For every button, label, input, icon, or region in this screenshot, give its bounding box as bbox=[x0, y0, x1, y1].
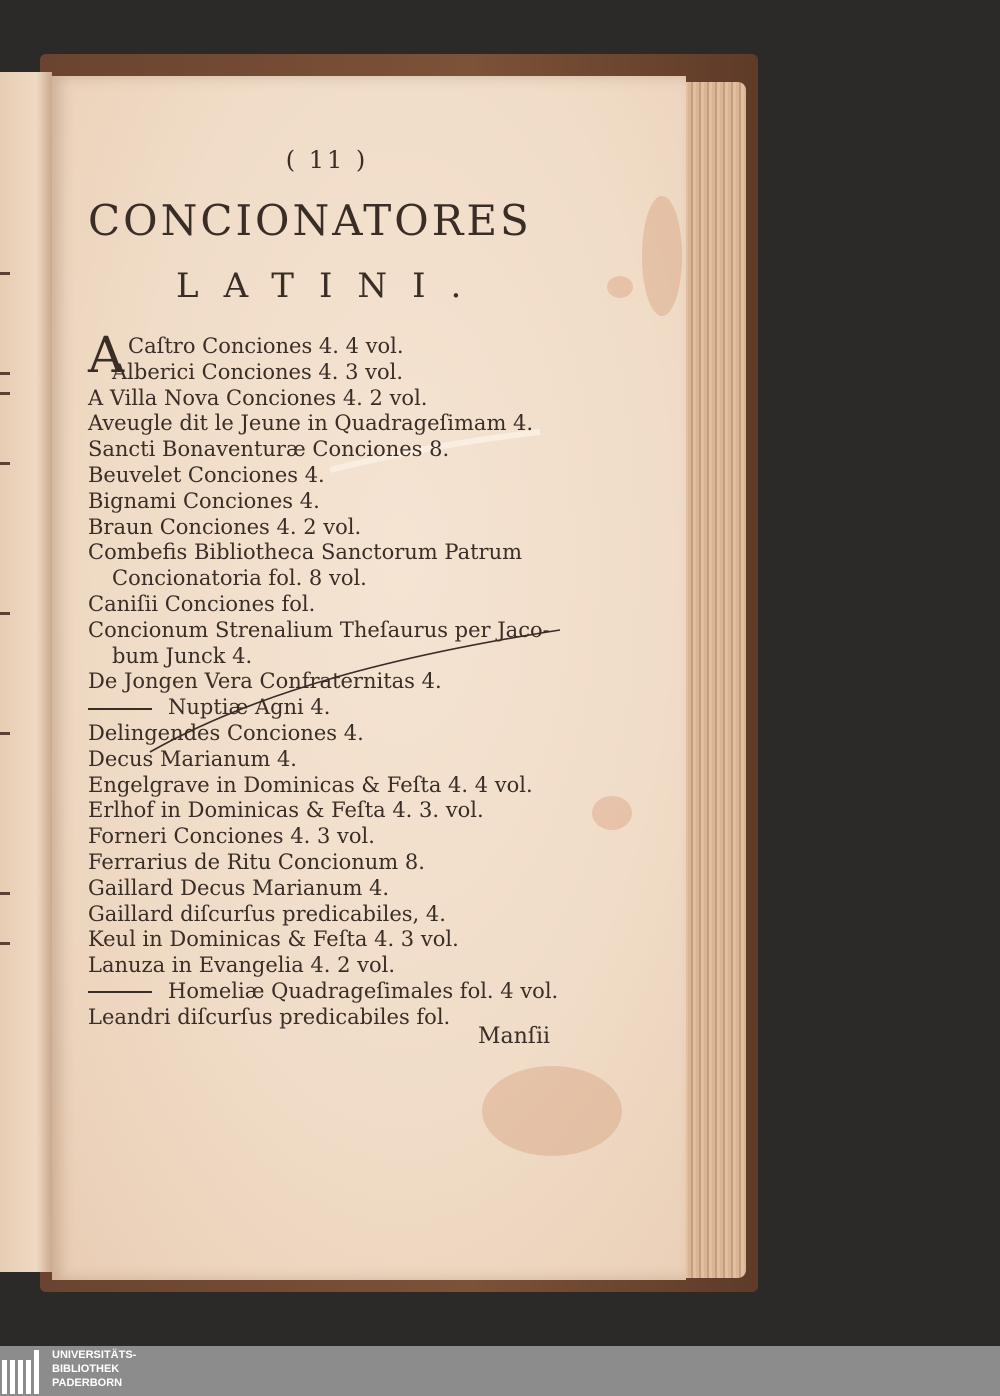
catalog-entry bbox=[88, 644, 560, 670]
catalog-entry bbox=[88, 566, 560, 592]
catalog-entry bbox=[88, 669, 560, 695]
catalog-entry bbox=[88, 463, 560, 489]
catalog-entry-text: Aveugle dit le Jeune in Quadrageſimam 4. bbox=[88, 411, 534, 436]
library-logo-line: BIBLIOTHEK bbox=[52, 1363, 120, 1375]
ditto-dash bbox=[88, 991, 152, 993]
catalog-entry-text: Bignami Conciones 4. bbox=[88, 488, 320, 513]
page-title: CONCIONATORES bbox=[88, 196, 532, 245]
catalog-entry-list bbox=[88, 360, 560, 1031]
catalog-entry-text: Engelgrave in Dominicas & Feſta 4. 4 vol. bbox=[88, 772, 533, 797]
catalog-entry-text: Leandri diſcurſus predicabiles fol. bbox=[88, 1004, 451, 1029]
catalog-entry bbox=[88, 747, 560, 773]
catalog-entry-text: A Villa Nova Conciones 4. 2 vol. bbox=[88, 385, 428, 410]
catalog-entry-text: Gaillard Decus Marianum 4. bbox=[88, 875, 390, 900]
catalog-entry-text: Erlhof in Dominicas & Feſta 4. 3. vol. bbox=[88, 798, 484, 823]
catalog-entry bbox=[88, 773, 560, 799]
catalog-entry bbox=[88, 592, 560, 618]
catalog-entry bbox=[88, 979, 560, 1005]
catalog-entry bbox=[88, 386, 560, 412]
catalog-entry bbox=[88, 437, 560, 463]
catalog-entry bbox=[88, 411, 560, 437]
catalog-entry bbox=[88, 927, 560, 953]
catalog-entry-text: Braun Conciones 4. 2 vol. bbox=[88, 514, 362, 539]
catalog-entry-text: bum Junck 4. bbox=[112, 643, 253, 668]
library-logo-icon bbox=[2, 1350, 46, 1394]
catalog-entry bbox=[88, 489, 560, 515]
catalog-entry bbox=[88, 953, 560, 979]
ditto-dash bbox=[88, 708, 152, 710]
library-logo-text bbox=[52, 1348, 136, 1390]
catalog-entry-text: Decus Marianum 4. bbox=[88, 746, 297, 771]
library-logo-line: UNIVERSITÄTS- bbox=[52, 1349, 137, 1361]
catalog-entry bbox=[88, 902, 560, 928]
catalog-entry-text: Concionatoria fol. 8 vol. bbox=[112, 566, 367, 591]
catalog-entry-text: Ferrarius de Ritu Concionum 8. bbox=[88, 849, 425, 874]
page-subtitle: LATINI. bbox=[176, 266, 487, 306]
catchword: Manſii bbox=[478, 1024, 551, 1049]
catalog-entry bbox=[88, 850, 560, 876]
catalog-entries bbox=[88, 326, 560, 1031]
catalog-entry bbox=[88, 824, 560, 850]
catalog-entry-text: De Jongen Vera Confraternitas 4. bbox=[88, 669, 442, 694]
catalog-entry bbox=[88, 876, 560, 902]
catalog-entry-text: Concionum Strenalium Theſaurus per Jaco- bbox=[88, 617, 550, 642]
catalog-entry-text: Caniſii Conciones fol. bbox=[88, 591, 316, 616]
drop-cap-initial: A bbox=[88, 326, 125, 384]
catalog-entry bbox=[88, 515, 560, 541]
catalog-entry-text: Alberici Conciones 4. 3 vol. bbox=[112, 359, 404, 384]
catalog-entry bbox=[88, 618, 560, 644]
catalog-entry-text: Forneri Conciones 4. 3 vol. bbox=[88, 824, 375, 849]
catalog-entry bbox=[88, 798, 560, 824]
page-number: ( 11 ) bbox=[285, 146, 369, 174]
catalog-entry-text: Keul in Dominicas & Feſta 4. 3 vol. bbox=[88, 927, 459, 952]
catalog-entry-text: Caſtro Conciones 4. 4 vol. bbox=[128, 334, 404, 358]
catalog-entry-text: Nuptiæ Agni 4. bbox=[168, 695, 331, 720]
catalog-entry bbox=[88, 721, 560, 747]
library-logo-line: PADERBORN bbox=[52, 1377, 123, 1389]
catalog-entry-text: Delingendes Conciones 4. bbox=[88, 720, 364, 745]
library-footer-bar bbox=[0, 1346, 1000, 1396]
catalog-entry-text: Homeliæ Quadrageſimales fol. 4 vol. bbox=[168, 978, 559, 1003]
catalog-entry bbox=[88, 360, 560, 386]
catalog-entry bbox=[88, 540, 560, 566]
catalog-entry-text: Sancti Bonaventuræ Conciones 8. bbox=[88, 437, 450, 462]
catalog-entry-text: Gaillard diſcurſus predicabiles, 4. bbox=[88, 901, 446, 926]
catalog-entry-text: Beuvelet Conciones 4. bbox=[88, 462, 325, 487]
catalog-entry-text: Combefis Bibliotheca Sanctorum Patrum bbox=[88, 540, 523, 565]
catalog-entry bbox=[88, 695, 560, 721]
catalog-entry-text: Lanuza in Evangelia 4. 2 vol. bbox=[88, 953, 396, 978]
